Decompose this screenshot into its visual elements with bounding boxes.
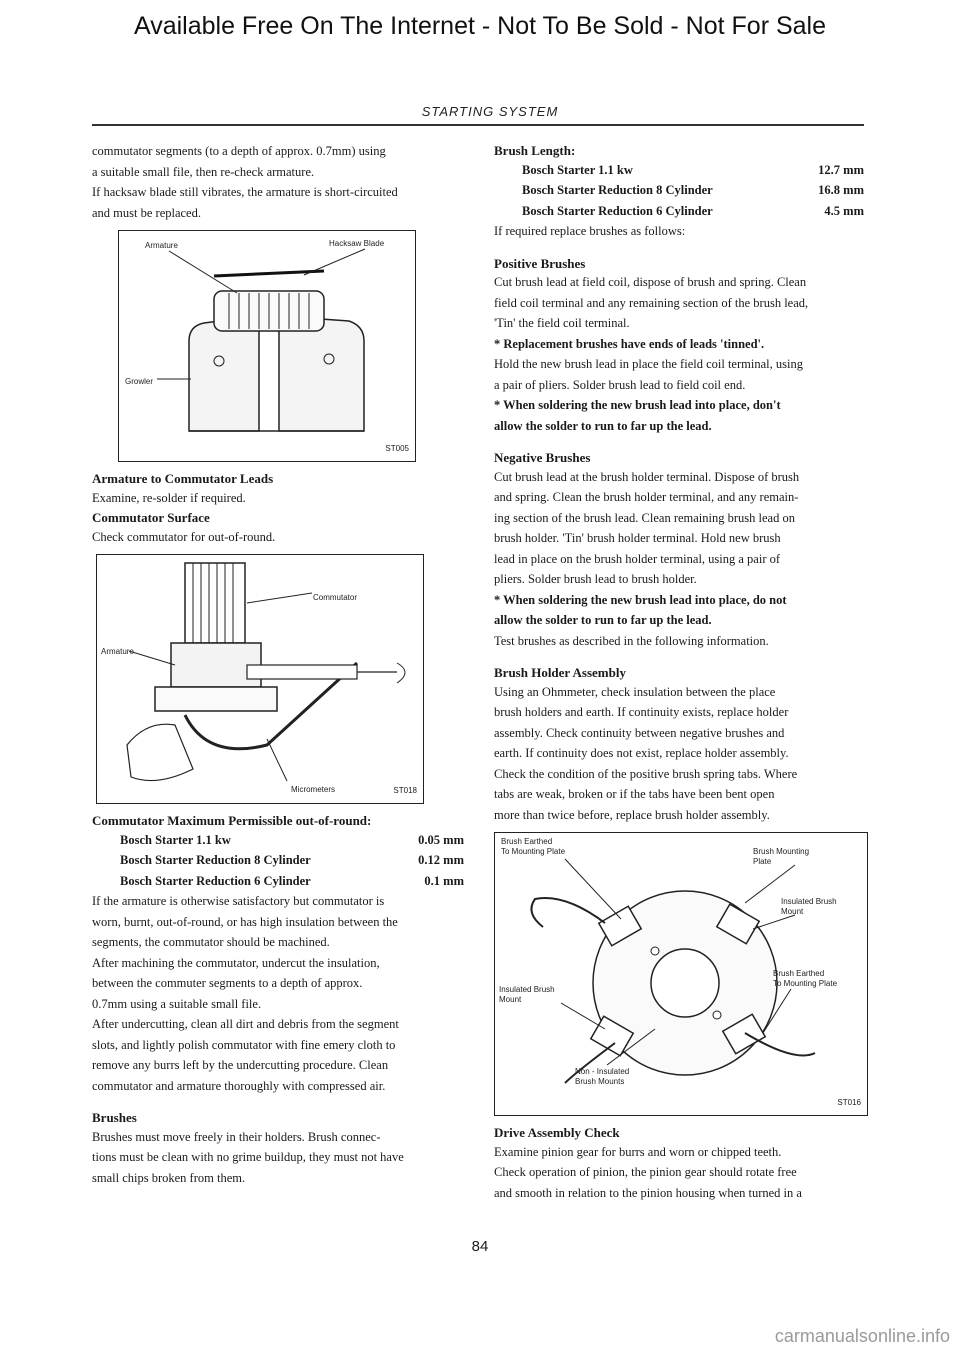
body-line: more than twice before, replace brush holder assembly. <box>494 807 770 822</box>
spec-label: Bosch Starter 1.1 kw <box>120 832 231 847</box>
spec-row <box>92 872 468 891</box>
body-line: commutator and armature thoroughly with compressed air. <box>92 1078 386 1093</box>
insulated-brush-mount-label: Insulated Brush Mount <box>781 897 837 916</box>
hacksaw-label: Hacksaw Blade <box>329 239 385 248</box>
page-number: 84 <box>471 1238 489 1255</box>
intro-line: and must be replaced. <box>92 205 201 220</box>
micrometers-label: Micrometers <box>291 785 336 794</box>
body-line: field coil terminal and any remaining section of the brush lead, <box>494 295 809 310</box>
body-line: pliers. Solder brush lead to brush holder. <box>494 572 697 586</box>
body-line: brush holder. 'Tin' brush holder terminal. Hold new brush <box>494 531 781 545</box>
spec-value: 16.8 mm <box>818 183 864 197</box>
header-rule <box>92 124 864 126</box>
body-line: Test brushes as described in the following information. <box>494 633 769 648</box>
body-line: remove any burrs left by the undercutting procedure. Clean <box>92 1058 389 1072</box>
body-line: After machining the commutator, undercut the insulation, <box>92 955 380 970</box>
body-line: 'Tin' the field coil terminal. <box>494 316 630 330</box>
site-watermark: carmanualsonline.info <box>774 1326 950 1346</box>
micrometer-illustration <box>97 555 423 803</box>
commutator-label: Commutator <box>313 593 358 602</box>
figure-code: ST018 <box>393 785 417 795</box>
intro-line: If hacksaw blade still vibrates, the armature is short-circuited <box>92 185 398 199</box>
brush-length-heading: Brush Length: <box>494 143 576 158</box>
negative-brushes-heading: Negative Brushes <box>494 450 591 465</box>
brush-mounting-plate-label: Brush Mounting Plate <box>753 847 810 866</box>
body-line: earth. If continuity does not exist, replace holder assembly. <box>494 746 789 760</box>
warning-line: allow the solder to run to far up the lead. <box>494 418 712 433</box>
body-line: After undercutting, clean all dirt and debris from the segment <box>92 1017 399 1031</box>
body-line: a pair of pliers. Solder brush lead to field coil end. <box>494 377 746 392</box>
left-column <box>92 142 468 1189</box>
leads-text: Examine, re-solder if required. <box>92 490 246 505</box>
spec-label: Bosch Starter Reduction 6 Cylinder <box>522 203 713 218</box>
body-line: small chips broken from them. <box>92 1170 246 1185</box>
brushes-heading: Brushes <box>92 1110 137 1125</box>
note-line: * Replacement brushes have ends of leads 'tinned'. <box>494 336 765 351</box>
spec-value: 0.05 mm <box>418 832 464 847</box>
spec-value: 0.12 mm <box>418 853 464 867</box>
body-line: slots, and lightly polish commutator with fine emery cloth to <box>92 1037 396 1052</box>
body-line: 0.7mm using a suitable small file. <box>92 996 262 1011</box>
drive-assembly-heading: Drive Assembly Check <box>494 1125 620 1140</box>
armature-label: Armature <box>101 647 134 656</box>
section-header: STARTING SYSTEM <box>421 104 559 119</box>
non-insulated-brush-mounts-label: Non - Insulated Brush Mounts <box>575 1067 630 1086</box>
growler-test-figure <box>118 230 416 462</box>
spec-label: Bosch Starter 1.1 kw <box>522 162 633 177</box>
spec-row <box>494 181 868 200</box>
max-heading: Commutator Maximum Permissible out-of-round: <box>92 813 372 828</box>
body-line: tions must be clean with no grime buildup, they must not have <box>92 1150 404 1164</box>
body-line: worn, burnt, out-of-round, or has high insulation between the <box>92 914 398 929</box>
body-line: lead in place on the brush holder terminal, using a pair of <box>494 551 781 566</box>
brush-holder-figure <box>494 832 868 1116</box>
spec-row <box>92 851 468 870</box>
right-column <box>494 142 868 1204</box>
body-line: Brushes must move freely in their holders. Brush connec- <box>92 1129 381 1144</box>
spec-row <box>494 202 868 221</box>
insulated-brush-mount-label: Insulated Brush Mount <box>499 985 555 1004</box>
body-line: and smooth in relation to the pinion housing when turned in a <box>494 1185 802 1200</box>
growler-illustration <box>119 231 415 461</box>
warning-line: allow the solder to run to far up the lead. <box>494 613 712 627</box>
spec-value: 0.1 mm <box>424 873 464 888</box>
spec-label: Bosch Starter Reduction 8 Cylinder <box>120 853 311 867</box>
spec-value: 4.5 mm <box>824 203 864 218</box>
body-line: Using an Ohmmeter, check insulation between the place <box>494 684 776 699</box>
brush-earthed-label: Brush Earthed To Mounting Plate <box>501 837 566 856</box>
spec-row <box>494 161 868 180</box>
intro-line: a suitable small file, then re-check armature. <box>92 164 315 179</box>
spec-row <box>92 831 468 850</box>
spec-label: Bosch Starter Reduction 8 Cylinder <box>522 183 713 197</box>
body-line: brush holders and earth. If continuity exists, replace holder <box>494 705 789 719</box>
body-line: Check operation of pinion, the pinion gear should rotate free <box>494 1165 797 1179</box>
warning-line: * When soldering the new brush lead into place, do not <box>494 592 787 607</box>
positive-brushes-heading: Positive Brushes <box>494 255 586 271</box>
body-line: and spring. Clean the brush holder terminal, and any remain- <box>494 490 799 504</box>
surface-text: Check commutator for out-of-round. <box>92 529 276 544</box>
body-line: assembly. Check continuity between negative brushes and <box>494 725 785 740</box>
body-line: ing section of the brush lead. Clean remaining brush lead on <box>494 510 795 525</box>
body-line: tabs are weak, broken or if the tabs have been bent open <box>494 787 775 801</box>
surface-heading: Commutator Surface <box>92 510 210 525</box>
figure-code: ST016 <box>837 1097 861 1107</box>
growler-label: Growler <box>125 377 154 386</box>
figure-code: ST005 <box>385 443 409 453</box>
body-line: Check the condition of the positive brush spring tabs. Where <box>494 766 798 781</box>
body-line: If the armature is otherwise satisfactory but commutator is <box>92 894 385 908</box>
intro-line: commutator segments (to a depth of approx. 0.7mm) using <box>92 144 386 158</box>
micrometer-figure <box>96 554 424 804</box>
spec-label: Bosch Starter Reduction 6 Cylinder <box>120 873 311 888</box>
body-line: If required replace brushes as follows: <box>494 224 686 238</box>
body-line: Examine pinion gear for burrs and worn or chipped teeth. <box>494 1144 782 1159</box>
spec-value: 12.7 mm <box>818 162 864 177</box>
brush-earthed-label: Brush Earthed To Mounting Plate <box>773 969 838 988</box>
armature-label: Armature <box>145 241 178 250</box>
brush-holder-heading: Brush Holder Assembly <box>494 665 626 680</box>
body-line: between the commuter segments to a depth of approx. <box>92 976 363 990</box>
banner-notice: Available Free On The Internet - Not To Be Sold - Not For Sale <box>133 12 827 40</box>
leads-heading: Armature to Commutator Leads <box>92 471 274 486</box>
body-line: segments, the commutator should be machined. <box>92 935 330 949</box>
body-line: Hold the new brush lead in place the field coil terminal, using <box>494 357 803 371</box>
warning-line: * When soldering the new brush lead into place, don't <box>494 398 781 412</box>
body-line: Cut brush lead at field coil, dispose of brush and spring. Clean <box>494 275 807 289</box>
body-line: Cut brush lead at the brush holder terminal. Dispose of brush <box>494 469 800 484</box>
